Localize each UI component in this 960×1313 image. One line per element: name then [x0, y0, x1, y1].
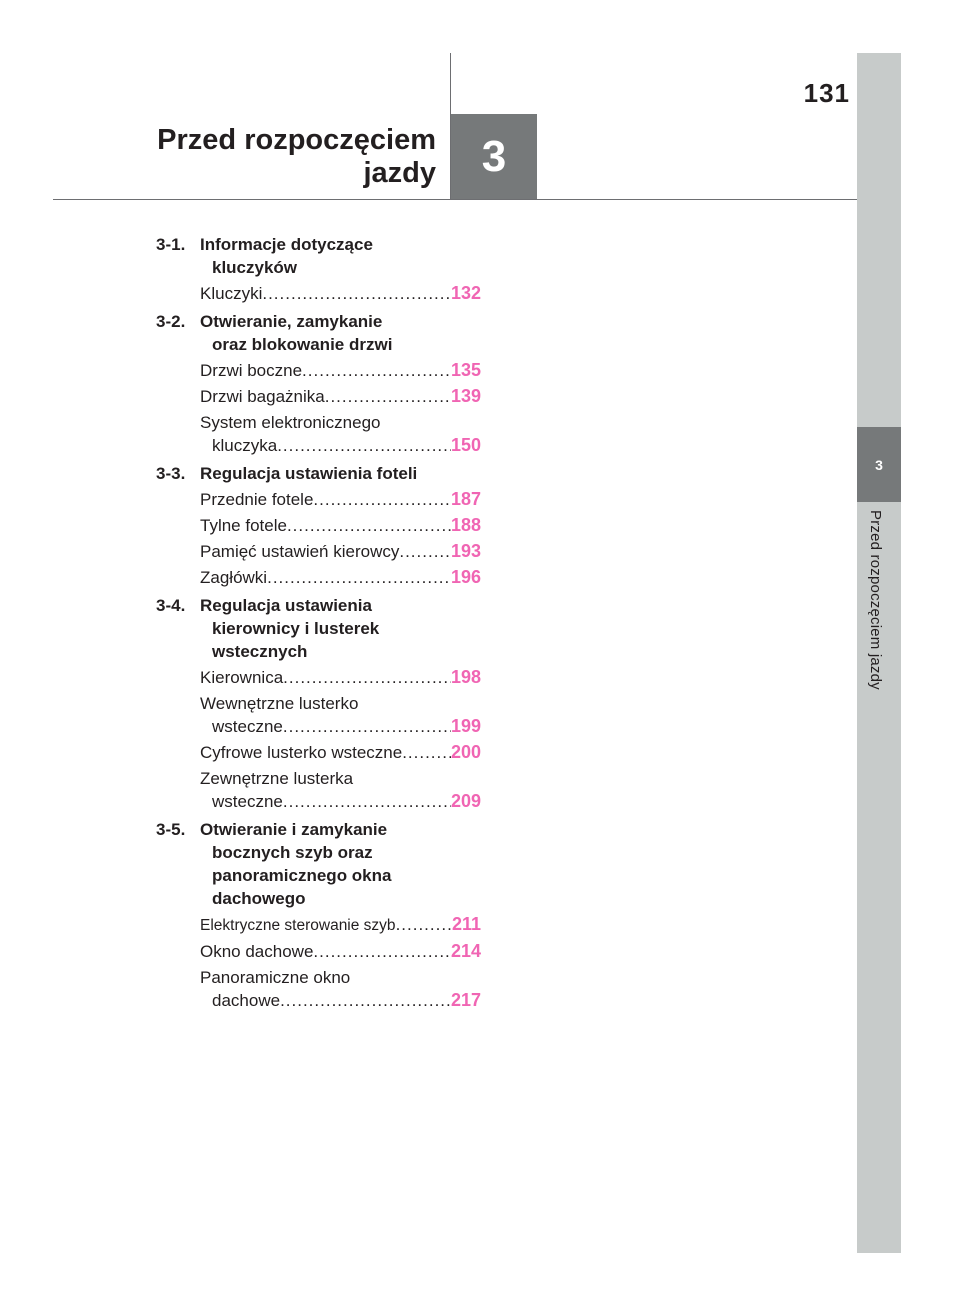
toc-entry-label: Kierownica: [200, 668, 284, 687]
toc-page-link[interactable]: 150: [450, 435, 481, 455]
toc-page-link[interactable]: 135: [450, 360, 481, 380]
toc-entry[interactable]: [200, 913, 481, 937]
toc-entry[interactable]: [200, 359, 481, 382]
toc-section-title: [200, 462, 481, 485]
toc-entry-label: wsteczne: [212, 717, 283, 736]
toc-entry[interactable]: [200, 540, 481, 563]
toc-entry[interactable]: [200, 488, 481, 511]
toc-entry-label: Zagłówki: [200, 568, 268, 587]
toc-entry[interactable]: [200, 282, 481, 305]
header-divider: [53, 199, 857, 200]
toc-entry-label: dachowe: [212, 991, 281, 1010]
toc-entry-label: wsteczne: [212, 792, 283, 811]
toc-section-number: 3-1.: [156, 235, 186, 254]
toc-section-number: 3-2.: [156, 312, 186, 331]
toc-leader-dots: [325, 385, 451, 408]
toc-section-title-line: oraz blokowanie drzwi: [212, 335, 393, 354]
chapter-title-line2: jazdy: [363, 157, 436, 189]
toc-entry-label: Drzwi boczne: [200, 361, 303, 380]
toc-section-title-line: Otwieranie i zamykanie: [200, 820, 388, 839]
toc-page-link[interactable]: 187: [450, 489, 481, 509]
toc-entry-label: Okno dachowe: [200, 942, 314, 961]
toc-entry-label: kluczyka: [212, 436, 278, 455]
toc-entry-label: Przednie fotele: [200, 490, 314, 509]
toc-section-heading: [156, 310, 481, 356]
page-number: 131: [803, 78, 850, 108]
toc-leader-dots: [283, 715, 451, 738]
toc-section-title-line: bocznych szyb oraz: [212, 843, 373, 862]
toc-page-link[interactable]: 132: [450, 283, 481, 303]
toc-page-link[interactable]: 199: [450, 716, 481, 736]
toc-section-title-line: Regulacja ustawienia foteli: [200, 464, 418, 483]
toc-entry[interactable]: [200, 966, 481, 1012]
chapter-title-line1: Przed rozpoczęciem: [157, 124, 436, 156]
toc-section-number: 3-3.: [156, 464, 186, 483]
toc-page-link[interactable]: 139: [450, 386, 481, 406]
toc-section-title-line: Otwieranie, zamykanie: [200, 312, 383, 331]
toc-entry-label: System elektronicznego: [200, 413, 381, 432]
toc-leader-dots: [313, 488, 451, 511]
toc-page-link[interactable]: 188: [450, 515, 481, 535]
toc-entry[interactable]: [200, 767, 481, 813]
toc-section-title-line: kierownicy i lusterek: [212, 619, 380, 638]
toc-leader-dots: [302, 359, 451, 382]
toc-entry[interactable]: [200, 385, 481, 408]
toc-leader-dots: [277, 434, 451, 457]
toc-entry-label: Pamięć ustawień kierowcy: [200, 542, 400, 561]
toc-leader-dots: [396, 913, 452, 936]
toc-leader-dots: [283, 790, 451, 813]
toc-leader-dots: [402, 741, 451, 764]
toc-page-link[interactable]: 198: [450, 667, 481, 687]
toc-entry[interactable]: [200, 666, 481, 689]
toc-section-title: [200, 594, 481, 663]
toc-entry[interactable]: [200, 514, 481, 537]
toc-section-heading: [156, 818, 481, 910]
toc-leader-dots: [283, 666, 451, 689]
toc-leader-dots: [399, 540, 451, 563]
toc-section-title-line: Regulacja ustawienia: [200, 596, 372, 615]
toc-section-title: [200, 233, 481, 279]
side-tab-label: Przed rozpoczęciem jazdy: [867, 510, 884, 690]
toc-entry[interactable]: [200, 692, 481, 738]
toc-entry-label: Cyfrowe lusterko wsteczne: [200, 743, 403, 762]
toc-section-heading: [156, 594, 481, 663]
table-of-contents: [156, 233, 481, 1012]
toc-section-title: [200, 818, 481, 910]
toc-entry-label: Kluczyki: [200, 284, 263, 303]
toc-entry-label: Drzwi bagażnika: [200, 387, 325, 406]
chapter-number-box: 3: [451, 114, 537, 199]
toc-section-number: 3-5.: [156, 820, 186, 839]
toc-section-title: [200, 310, 481, 356]
toc-entry[interactable]: [200, 566, 481, 589]
toc-section-heading: [156, 233, 481, 279]
toc-entry[interactable]: [200, 411, 481, 457]
toc-entry-label: Zewnętrzne lusterka: [200, 769, 354, 788]
toc-page-link[interactable]: 214: [450, 941, 481, 961]
toc-page-link[interactable]: 200: [450, 742, 481, 762]
toc-page-link[interactable]: 217: [450, 990, 481, 1010]
toc-leader-dots: [287, 514, 451, 537]
toc-page-link[interactable]: 196: [450, 567, 481, 587]
toc-page-link[interactable]: 193: [450, 541, 481, 561]
toc-section-title-line: kluczyków: [212, 258, 298, 277]
toc-leader-dots: [280, 989, 451, 1012]
toc-section-title-line: Informacje dotyczące: [200, 235, 373, 254]
toc-leader-dots: [313, 940, 451, 963]
toc-leader-dots: [267, 566, 451, 589]
toc-entry[interactable]: [200, 741, 481, 764]
toc-section-number: 3-4.: [156, 596, 186, 615]
toc-page-link[interactable]: 211: [451, 914, 481, 934]
toc-entry-label: Tylne fotele: [200, 516, 287, 535]
toc-leader-dots: [262, 282, 451, 305]
toc-section-title-line: wstecznych: [212, 642, 308, 661]
toc-entry-label: Wewnętrzne lusterko: [200, 694, 359, 713]
toc-entry-label: Panoramiczne okno: [200, 968, 351, 987]
toc-section-title-line: dachowego: [212, 889, 306, 908]
toc-entry-label: Elektryczne sterowanie szyb: [200, 917, 396, 934]
chapter-title: [150, 124, 436, 190]
toc-section-heading: [156, 462, 481, 485]
toc-entry[interactable]: [200, 940, 481, 963]
toc-page-link[interactable]: 209: [450, 791, 481, 811]
side-tab-chapter-3[interactable]: 3: [857, 427, 901, 502]
toc-section-title-line: panoramicznego okna: [212, 866, 392, 885]
